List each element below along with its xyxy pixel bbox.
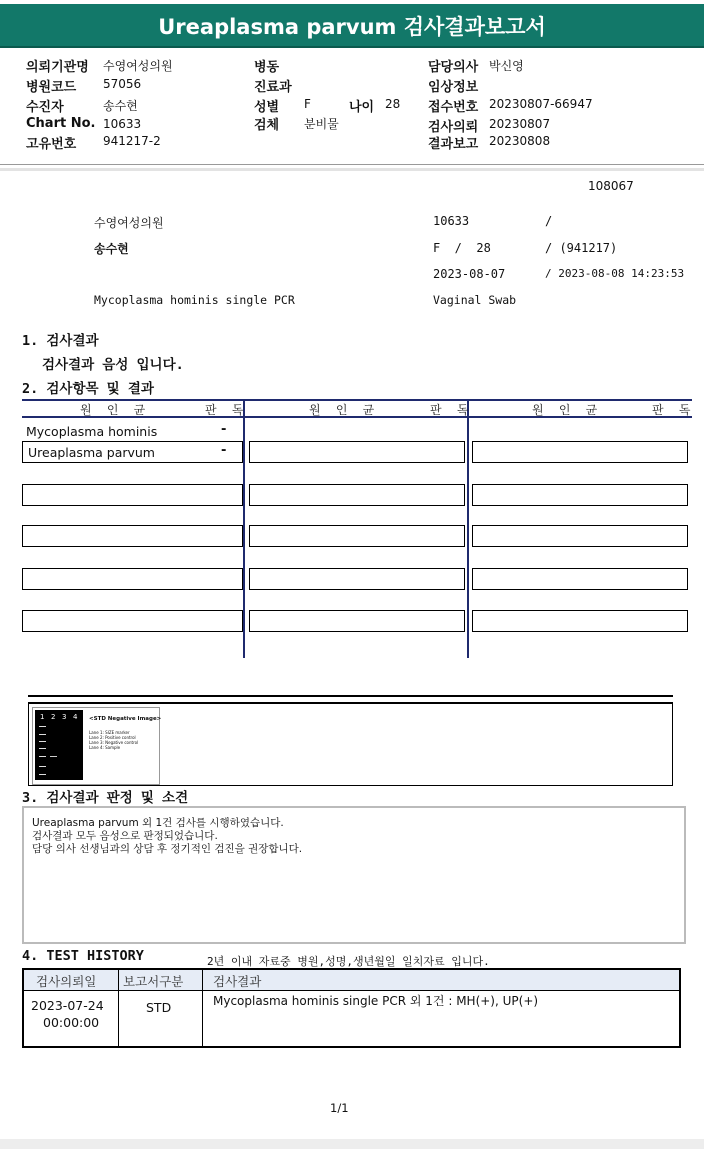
report-title: Ureaplasma parvum 검사결과보고서 — [0, 4, 704, 48]
col2-pathogen-header: 원 인 균 — [309, 403, 379, 417]
lane-3-label: 3 — [62, 713, 67, 721]
result-cell — [472, 610, 688, 632]
section1-title: 1. 검사결과 — [22, 333, 99, 349]
results-col-divider-2 — [467, 399, 469, 658]
opinion-box — [22, 806, 686, 944]
info-test-name: Mycoplasma hominis single PCR — [94, 293, 295, 307]
patient-value: 송수현 — [103, 99, 138, 113]
result-row-2-box — [22, 441, 243, 463]
sex-label: 성별 — [254, 100, 280, 115]
request-label: 검사의뢰 — [428, 120, 479, 135]
info-sex-age: F / 28 — [433, 241, 491, 255]
request-value: 20230807 — [489, 117, 551, 131]
result-cell — [249, 525, 465, 547]
unique-value: 941217-2 — [103, 134, 161, 148]
info-specimen: Vaginal Swab — [433, 293, 517, 307]
history-header-type: 보고서구분 — [123, 974, 184, 989]
gel-band — [39, 766, 46, 767]
result-cell — [22, 525, 243, 547]
history-row-result: Mycoplasma hominis single PCR 외 1건 : MH(+), UP(+) — [213, 994, 539, 1008]
section4-note: 2년 이내 자료중 병원,성명,생년월일 일치자료 입니다. — [207, 955, 490, 968]
receipt-value: 20230807-66947 — [489, 97, 593, 111]
header-divider — [0, 164, 704, 165]
col2-judgment-header: 판 독 — [430, 403, 473, 417]
specimen-value: 분비물 — [304, 117, 339, 131]
gel-band — [50, 756, 57, 757]
history-row-date: 2023-07-24 — [31, 998, 104, 1013]
sex-value: F — [304, 97, 311, 111]
info-patient: 송수현 — [94, 242, 129, 256]
age-label: 나이 — [349, 100, 375, 115]
section1-result: 검사결과 음성 입니다. — [42, 357, 184, 373]
gel-image-frame — [28, 702, 673, 786]
result-row-2-judgment: - — [221, 443, 227, 458]
report-number: 108067 — [588, 179, 634, 193]
history-header-date: 검사의뢰일 — [36, 974, 97, 989]
history-header-result: 검사결과 — [213, 974, 262, 989]
section2-title: 2. 검사항목 및 결과 — [22, 381, 154, 397]
institution-label: 의뢰기관명 — [26, 60, 89, 75]
gel-band — [39, 748, 46, 749]
gel-band — [39, 774, 46, 775]
page-bottom-bar — [0, 1139, 704, 1149]
gel-caption-line-3: Lane 3: Negative control — [89, 740, 139, 745]
info-slash: / — [545, 214, 553, 228]
gel-image — [32, 707, 160, 785]
result-cell — [472, 441, 688, 463]
gel-caption-line-4: Lane 4: Sample — [89, 745, 121, 750]
info-birth: / (941217) — [545, 241, 618, 255]
clinical-label: 임상정보 — [428, 80, 479, 95]
result-cell — [472, 525, 688, 547]
chart-value: 10633 — [103, 117, 142, 131]
gel-caption-line-2: Lane 2: Positive control — [89, 735, 136, 740]
result-row-1-pathogen: Mycoplasma hominis — [26, 424, 158, 439]
result-cell — [22, 568, 243, 590]
receipt-label: 접수번호 — [428, 100, 479, 115]
gel-band — [39, 734, 46, 735]
header-divider-shadow — [0, 168, 704, 171]
ward-label: 병동 — [254, 60, 280, 75]
gel-lanes-panel — [35, 710, 83, 780]
info-report-datetime: / 2023-08-08 14:23:53 — [545, 267, 685, 280]
gel-top-rule — [28, 695, 673, 697]
history-table — [22, 968, 681, 1048]
gel-caption-line-1: Lane 1: SIZE marker — [89, 730, 130, 735]
lane-2-label: 2 — [51, 713, 56, 721]
doctor-value: 박신영 — [489, 59, 524, 73]
info-request-date: 2023-08-07 — [433, 267, 506, 281]
gel-band — [39, 726, 46, 727]
doctor-label: 담당의사 — [428, 60, 479, 75]
result-cell — [249, 568, 465, 590]
col3-judgment-header: 판 독 — [652, 403, 695, 417]
patient-label: 수진자 — [26, 100, 64, 115]
history-row-time: 00:00:00 — [43, 1015, 100, 1030]
col1-pathogen-header: 원 인 균 — [80, 403, 150, 417]
result-row-1-judgment: - — [221, 422, 227, 437]
history-col-divider — [118, 968, 119, 1048]
report-value: 20230808 — [489, 134, 551, 148]
result-cell — [472, 568, 688, 590]
section4-title: 4. TEST HISTORY — [22, 948, 144, 964]
report-label: 결과보고 — [428, 137, 479, 152]
specimen-label: 검체 — [254, 118, 280, 133]
page-number: 1/1 — [330, 1101, 349, 1115]
opinion-line-1: Ureaplasma parvum 외 1건 검사를 시행하였습니다. — [32, 817, 284, 829]
result-cell — [249, 610, 465, 632]
history-col-divider — [202, 968, 203, 1048]
col3-pathogen-header: 원 인 균 — [532, 403, 602, 417]
chart-label: Chart No. — [26, 116, 96, 131]
result-cell — [472, 484, 688, 506]
section3-title: 3. 검사결과 판정 및 소견 — [22, 790, 189, 806]
unique-label: 고유번호 — [26, 137, 77, 152]
hospital-code-value: 57056 — [103, 77, 142, 91]
lane-4-label: 4 — [73, 713, 78, 721]
info-institution: 수영여성의원 — [94, 216, 164, 230]
age-value: 28 — [385, 97, 401, 111]
history-row-type: STD — [146, 1000, 172, 1015]
result-cell — [22, 484, 243, 506]
gel-band — [39, 741, 46, 742]
result-cell — [249, 441, 465, 463]
col1-judgment-header: 판 독 — [205, 403, 248, 417]
result-row-2-pathogen: Ureaplasma parvum — [28, 445, 155, 460]
gel-band — [39, 756, 46, 757]
institution-value: 수영여성의원 — [103, 59, 173, 73]
result-cell — [22, 610, 243, 632]
hospital-code-label: 병원코드 — [26, 80, 77, 95]
lane-1-label: 1 — [40, 713, 45, 721]
gel-caption-title: <STD Negative Image> — [89, 716, 162, 722]
opinion-line-3: 담당 의사 선생님과의 상담 후 정기적인 검진을 권장합니다. — [32, 843, 303, 855]
opinion-line-2: 검사결과 모두 음성으로 판정되었습니다. — [32, 830, 218, 842]
dept-label: 진료과 — [254, 80, 292, 95]
result-cell — [249, 484, 465, 506]
info-chart: 10633 — [433, 214, 470, 228]
results-col-divider-1 — [243, 399, 245, 658]
